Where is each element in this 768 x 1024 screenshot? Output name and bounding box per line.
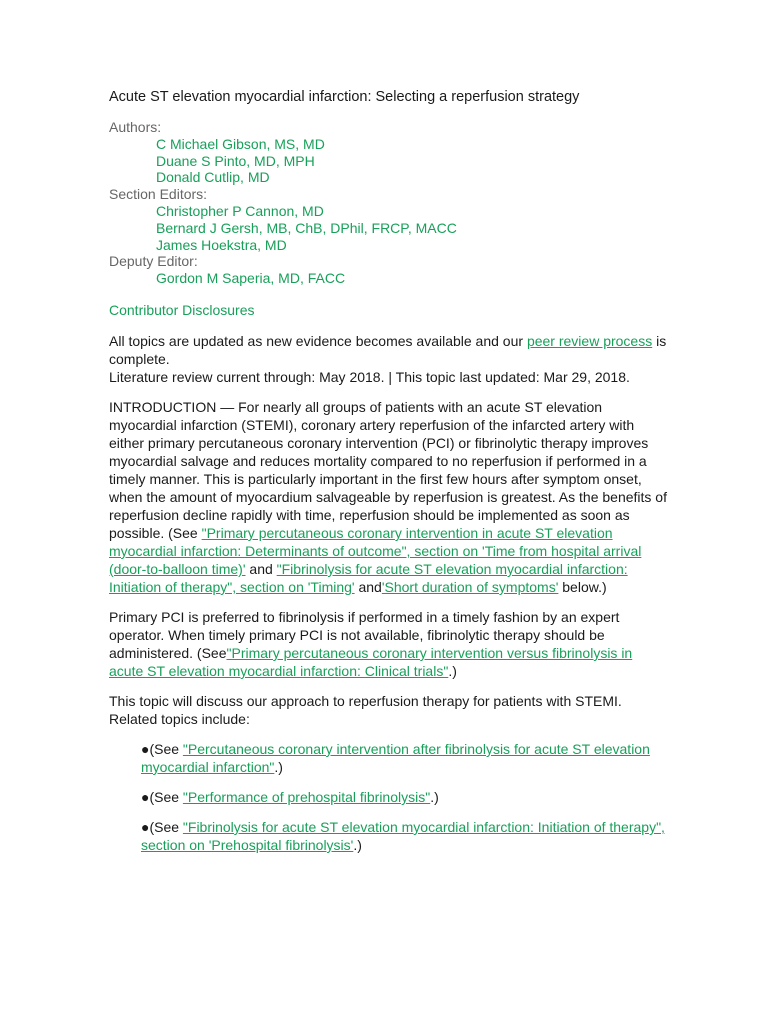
related-topic-link[interactable]: "Percutaneous coronary intervention after fibrinolysis for acute ST elevation myocardial infarction" — [141, 740, 650, 775]
door-to-balloon-link[interactable]: "Primary percutaneous coronary intervention in acute ST elevation myocardial infarction: Determinants of outcome", section on 'Time from hospital arrival (door-to-balloon time)' — [109, 524, 642, 577]
bullet-end: .) — [430, 788, 439, 805]
pci-paragraph — [109, 608, 668, 680]
introduction-paragraph — [109, 398, 668, 596]
author-link[interactable]: Donald Cutlip, MD — [156, 169, 270, 186]
section-editor-link[interactable]: Bernard J Gersh, MB, ChB, DPhil, FRCP, MACC — [156, 219, 457, 236]
list-item — [109, 788, 668, 806]
section-editor-link[interactable]: James Hoekstra, MD — [156, 236, 287, 253]
contributor-disclosures-link[interactable]: Contributor Disclosures — [109, 301, 255, 318]
deputy-editor-label: Deputy Editor: — [109, 253, 198, 270]
authors-block — [109, 119, 668, 287]
list-item — [109, 740, 668, 776]
section-editor-link[interactable]: Christopher P Cannon, MD — [156, 202, 324, 219]
literature-review-text: Literature review current through: May 2018. | This topic last updated: Mar 29, 2018. — [109, 368, 630, 385]
update-text: All topics are updated as new evidence becomes available and our — [109, 332, 527, 349]
bullet-prefix: ●(See — [141, 818, 183, 835]
deputy-editor-link[interactable]: Gordon M Saperia, MD, FACC — [156, 270, 346, 287]
list-item — [109, 818, 668, 854]
bullet-end: .) — [274, 758, 283, 775]
bullet-prefix: ●(See — [141, 788, 183, 805]
document-title: Acute ST elevation myocardial infarction: Selecting a reperfusion strategy — [109, 89, 580, 105]
related-topic-link[interactable]: "Performance of prehospital fibrinolysis" — [182, 788, 431, 805]
author-link[interactable]: C Michael Gibson, MS, MD — [156, 135, 325, 152]
fibrinolysis-timing-link[interactable]: "Fibrinolysis for acute ST elevation myocardial infarction: Initiation of therapy", section on 'Timing' — [109, 560, 628, 595]
update-paragraph — [109, 332, 668, 386]
pci-vs-fibrinolysis-link[interactable]: "Primary percutaneous coronary intervention versus fibrinolysis in acute ST elevation myocardial infarction: Clinical trials" — [109, 644, 633, 679]
intro-text: INTRODUCTION — For nearly all groups of patients with an acute ST elevation myocardial infarction (STEMI), coronary artery reperfusion of the infarcted artery with either primary percutaneous coronary intervention (PCI) or fibrinolytic therapy improves myocardial salvage and reduces mortality compared to no reperfusion if performed in a timely manner. This is particularly important in the first few hours after symptom onset, when the amount of myocardium salvageable by reperfusion is greatest. As the benefits of reperfusion decline rapidly with time, reperfusion should be implemented as soon as possible. (See — [109, 398, 667, 541]
topic-paragraph: This topic will discuss our approach to reperfusion therapy for patients with STEMI. Related topics include: — [109, 692, 622, 727]
intro-end: below.) — [558, 578, 607, 595]
pci-text: Primary PCI is preferred to fibrinolysis if performed in a timely fashion by an expert operator. When timely primary PCI is not available, fibrinolytic therapy should be administered. (See — [109, 608, 620, 661]
related-topic-link[interactable]: "Fibrinolysis for acute ST elevation myocardial infarction: Initiation of therapy", section on 'Prehospital fibrinolysis' — [141, 818, 665, 853]
bullet-end: .) — [353, 836, 362, 853]
intro-and: and — [245, 560, 277, 577]
intro-and-2: and — [354, 578, 382, 595]
peer-review-link[interactable]: peer review process — [526, 332, 653, 349]
pci-end: .) — [448, 662, 457, 679]
bullet-prefix: ●(See — [141, 740, 183, 757]
update-text-end: is complete. — [109, 332, 667, 367]
authors-label: Authors: — [109, 119, 162, 135]
short-duration-link[interactable]: 'Short duration of symptoms' — [381, 578, 559, 595]
author-link[interactable]: Duane S Pinto, MD, MPH — [156, 152, 315, 169]
section-editors-label: Section Editors: — [109, 186, 208, 203]
